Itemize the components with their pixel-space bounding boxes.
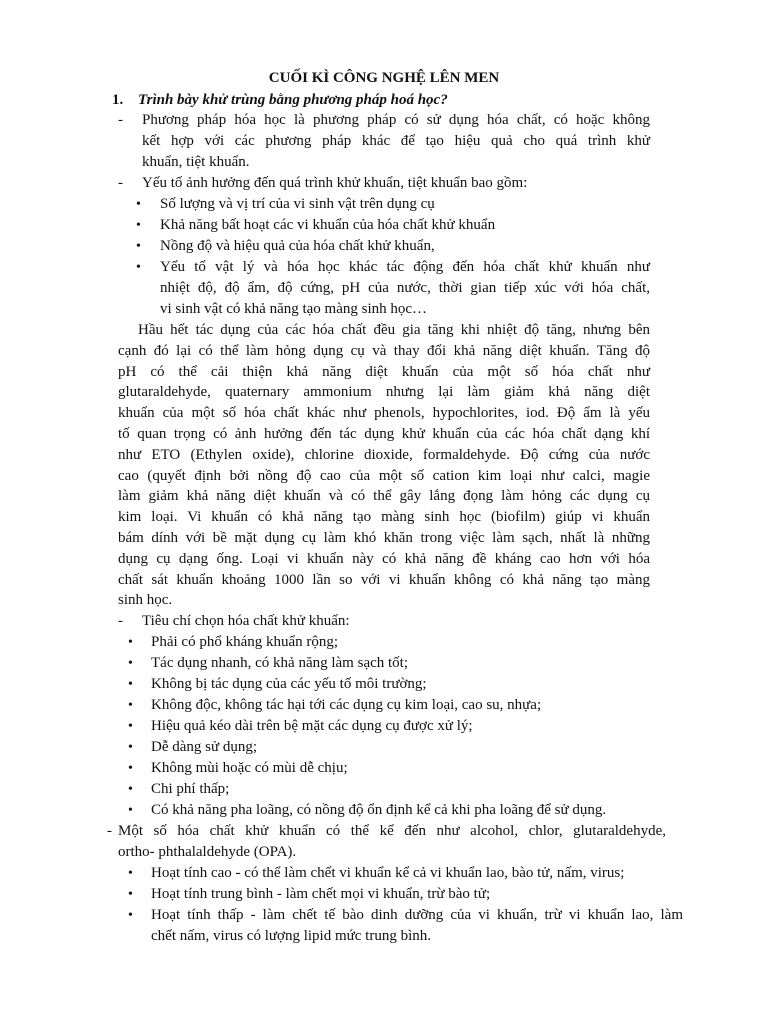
section3-bullet: Không độc, không tác hại tới các dụng cụ kim loại, cao su, nhựa;	[151, 697, 542, 713]
section4-dash: -	[107, 823, 112, 839]
section4-bullet-line: Hoạt tính thấp - làm chết tế bào dinh dưỡng của vi khuẩn, trừ vi khuẩn lao, làm	[151, 907, 683, 923]
section2-bullet-multiline	[160, 257, 650, 320]
section3-heading: Tiêu chí chọn hóa chất khử khuẩn:	[142, 613, 350, 629]
bullet-icon: •	[128, 656, 133, 671]
document-title: CUỐI KÌ CÔNG NGHỆ LÊN MEN	[268, 70, 500, 86]
bullet-icon: •	[128, 782, 133, 797]
section1-line: Phương pháp hóa học là phương pháp có sử dụng hóa chất, có hoặc không	[142, 112, 650, 128]
paragraph-line: khuẩn của một số hóa chất khác như phenols, hypochlorites, iod. Độ ẩm là yếu	[118, 405, 650, 422]
bullet-icon: •	[128, 887, 133, 902]
section3-bullet: Phải có phổ kháng khuẩn rộng;	[151, 634, 339, 650]
section2-bullet-line: nhiệt độ, độ ẩm, độ cứng, pH của nước, thời gian tiếp xúc với hóa chất,	[160, 280, 650, 296]
paragraph-line: dụng cụ dạng ống. Loại vi khuẩn này có khả năng đề kháng cao hơn với hóa	[118, 550, 650, 567]
section2-dash: -	[118, 175, 123, 191]
section3-bullet: Không bị tác dụng của các yếu tố môi trường;	[151, 676, 427, 692]
section1-line: khuẩn, tiệt khuẩn.	[142, 154, 250, 170]
paragraph-line: pH có thể cải thiện khả năng diệt khuẩn của một số hóa chất như	[118, 363, 650, 380]
section1-text	[142, 110, 650, 173]
paragraph-line: Hầu hết tác dụng của các hóa chất đều gia tăng khi nhiệt độ tăng, nhưng bên	[138, 322, 650, 338]
paragraph-line: cạnh đó lại có thể làm hỏng dụng cụ và thay đổi khả năng diệt khuẩn. Tăng độ	[118, 342, 650, 359]
bullet-icon: •	[128, 803, 133, 818]
paragraph-line: làm giảm khả năng diệt khuẩn và có thể gây lắng đọng làm hỏng các dụng cụ	[118, 488, 650, 505]
bullet-icon: •	[128, 719, 133, 734]
bullet-icon: •	[128, 761, 133, 776]
section2-bullet: Số lượng và vị trí của vi sinh vật trên dụng cụ	[160, 196, 435, 212]
paragraph-line: bám dính với bề mặt dụng cụ làm khó khăn trong việc làm sạch, nhất là những	[118, 529, 650, 546]
paragraph-line: tố quan trọng có ảnh hưởng đến tác dụng khử khuẩn của các hóa chất dạng khí	[118, 425, 650, 442]
section4-text	[118, 821, 666, 863]
bullet-icon: •	[136, 197, 141, 212]
body-paragraph	[118, 320, 650, 611]
bullet-icon: •	[128, 698, 133, 713]
section3-bullet: Tác dụng nhanh, có khả năng làm sạch tốt;	[151, 655, 409, 671]
section2-bullet-line: vi sinh vật có khả năng tạo màng sinh học…	[160, 301, 428, 317]
section3-bullet: Hiệu quả kéo dài trên bệ mặt các dụng cụ được xử lý;	[151, 718, 473, 734]
section1-dash: -	[118, 112, 123, 128]
section3-bullet: Chi phí thấp;	[151, 781, 230, 797]
section4-line: Một số hóa chất khử khuẩn có thể kể đến như alcohol, chlor, glutaraldehyde,	[118, 823, 666, 839]
section3-bullet: Có khả năng pha loãng, có nồng độ ổn định kể cả khi pha loãng để sử dụng.	[151, 802, 607, 818]
section3-dash: -	[118, 613, 123, 629]
question-heading	[112, 90, 448, 110]
bullet-icon: •	[128, 740, 133, 755]
section1-line: kết hợp với các phương pháp khác để tạo hiệu quả cho quá trình khử	[142, 133, 650, 149]
bullet-icon: •	[128, 908, 133, 923]
bullet-icon: •	[136, 218, 141, 233]
section4-bullet: Hoạt tính trung bình - làm chết mọi vi khuẩn, trừ bào tử;	[151, 886, 491, 902]
bullet-icon: •	[128, 635, 133, 650]
section4-line: ortho- phthalaldehyde (OPA).	[118, 844, 297, 860]
bullet-icon: •	[128, 677, 133, 692]
paragraph-line: chất sát khuẩn khoảng 1000 lần so với vi khuẩn không có khả năng tạo màng	[118, 571, 650, 588]
bullet-icon: •	[136, 260, 141, 275]
section2-bullet: Khả năng bất hoạt các vi khuẩn của hóa chất khử khuẩn	[160, 217, 496, 233]
section2-bullet: Nồng độ và hiệu quả của hóa chất khử khuẩn,	[160, 238, 435, 254]
section4-bullet-line: chết nấm, virus có lượng lipid mức trung bình.	[151, 928, 431, 944]
paragraph-line: cao (quyết định bởi nồng độ cao của một số cation kim loại như calci, magie	[118, 467, 650, 484]
section2-bullet-line: Yếu tố vật lý và hóa học khác tác động đến hóa chất khử khuẩn như	[160, 259, 650, 275]
paragraph-line: như ETO (Ethylen oxide), chlorine dioxide, formaldehyde. Độ cứng của nước	[118, 446, 650, 463]
section4-bullet: Hoạt tính cao - có thể làm chết vi khuẩn kể cả vi khuẩn lao, bào tử, nấm, virus;	[151, 865, 625, 881]
question-number: 1.	[112, 92, 124, 108]
bullet-icon: •	[136, 239, 141, 254]
question-text: Trình bày khử trùng bằng phương pháp hoá học?	[138, 92, 448, 108]
bullet-icon: •	[128, 866, 133, 881]
paragraph-line: kim loại. Vi khuẩn có khả năng tạo màng sinh học (biofilm) giúp vi khuẩn	[118, 509, 650, 526]
paragraph-line: sinh học.	[118, 592, 173, 609]
section3-bullet: Không mùi hoặc có mùi dễ chịu;	[151, 760, 348, 776]
section4-bullet-multiline	[151, 905, 683, 947]
section2-heading: Yếu tố ảnh hưởng đến quá trình khử khuẩn, tiệt khuẩn bao gồm:	[142, 175, 528, 191]
paragraph-line: glutaraldehyde, quaternary ammonium nhưng lại làm giảm khả năng diệt	[118, 384, 650, 401]
section3-bullet: Dễ dàng sử dụng;	[151, 739, 258, 755]
